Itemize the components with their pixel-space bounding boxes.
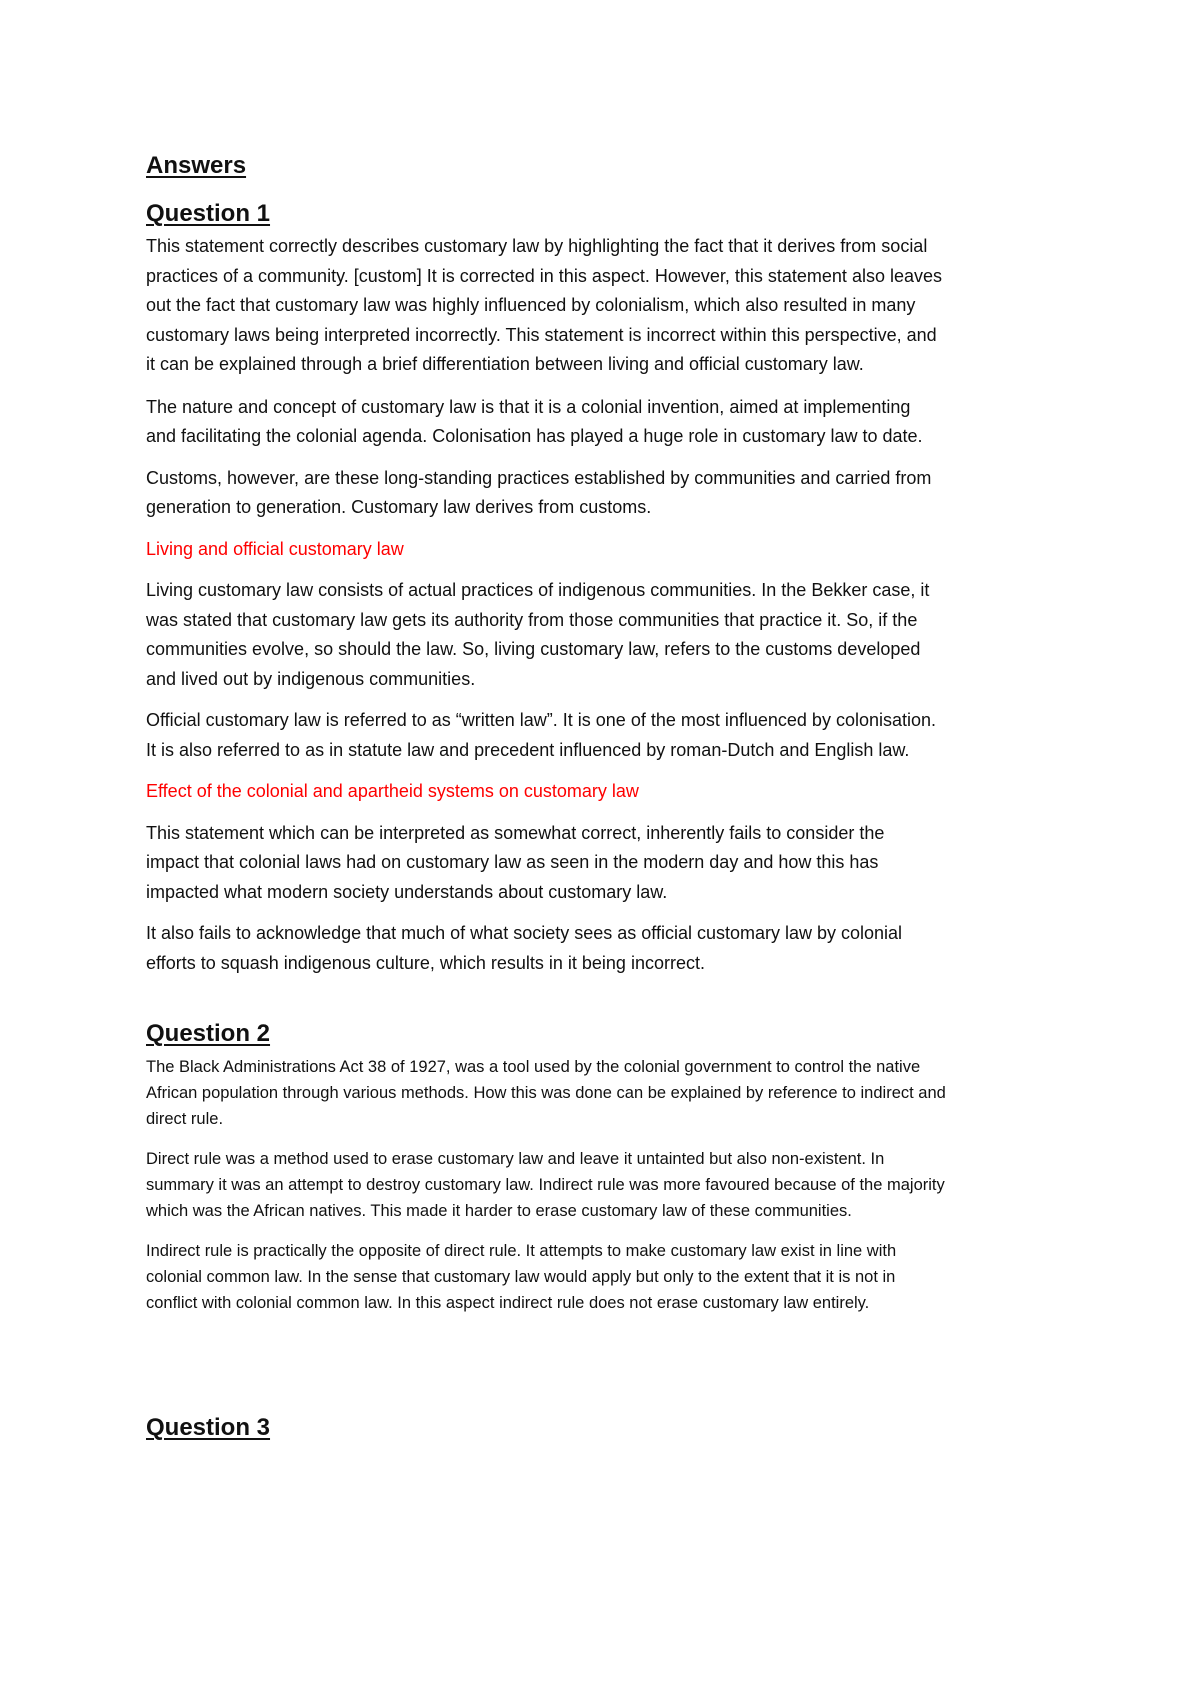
q1-paragraph-4: Living customary law consists of actual practices of indigenous communities. In the Bekker case, it was stated that customary law gets its authority from those communities that practice it. So, if the communities evolve, so should the law. So, living customary law, refers to the customs developed and lived out by indigenous communities. xyxy=(146,580,930,689)
q1-paragraph-6: This statement which can be interpreted as somewhat correct, inherently fails to consider the impact that colonial laws had on customary law as seen in the modern day and how this has impacted what modern society understands about customary law. xyxy=(146,822,885,902)
q1-paragraph-2: The nature and concept of customary law is that it is a colonial invention, aimed at implementing and facilitating the colonial agenda. Colonisation has played a huge role in customary law to date. xyxy=(146,396,923,446)
question-2-heading: Question 2 xyxy=(146,1020,271,1047)
question-1-heading: Question 1 xyxy=(146,200,271,227)
q1-paragraph-7: It also fails to acknowledge that much of what society sees as official customary law by colonial efforts to squash indigenous culture, which results in it being incorrect. xyxy=(146,923,903,973)
living-official-subheading: Living and official customary law xyxy=(146,538,404,559)
q2-paragraph-3: Indirect rule is practically the opposite of direct rule. It attempts to make customary law exist in line with colonial common law. In the sense that customary law would apply but only to the extent that it is not in conflict with colonial common law. In this aspect indirect rule does not erase customary law entirely. xyxy=(146,1242,897,1312)
question-3-heading: Question 3 xyxy=(146,1414,271,1441)
q2-paragraph-1: The Black Administrations Act 38 of 1927, was a tool used by the colonial government to control the native African population through various methods. How this was done can be explained by reference to indirect and direct rule. xyxy=(146,1058,946,1128)
question-2-body xyxy=(146,1054,1076,1330)
answers-title: Answers xyxy=(146,152,247,179)
q1-paragraph-1: This statement correctly describes customary law by highlighting the fact that it derives from social practices of a community. [custom] It is corrected in this aspect. However, this statement also leaves out the fact that customary law was highly influenced by colonialism, which also resulted in many customary laws being interpreted incorrectly. This statement is incorrect within this perspective, and it can be explained through a brief differentiation between living and official customary law. xyxy=(146,236,942,374)
colonial-effect-subheading: Effect of the colonial and apartheid systems on customary law xyxy=(146,781,639,801)
q1-paragraph-3: Customs, however, are these long-standing practices established by communities and carried from generation to generation. Customary law derives from customs. xyxy=(146,467,932,517)
q1-paragraph-5: Official customary law is referred to as “written law”. It is one of the most influenced by colonisation. It is also referred to as in statute law and precedent influenced by roman-Dutch and English law. xyxy=(146,710,937,760)
q2-paragraph-2: Direct rule was a method used to erase customary law and leave it untainted but also non-existent. In summary it was an attempt to destroy customary law. Indirect rule was more favoured because of the majority which was the African natives. This made it harder to erase customary law of these communities. xyxy=(146,1150,945,1220)
question-1-body xyxy=(146,232,1076,994)
